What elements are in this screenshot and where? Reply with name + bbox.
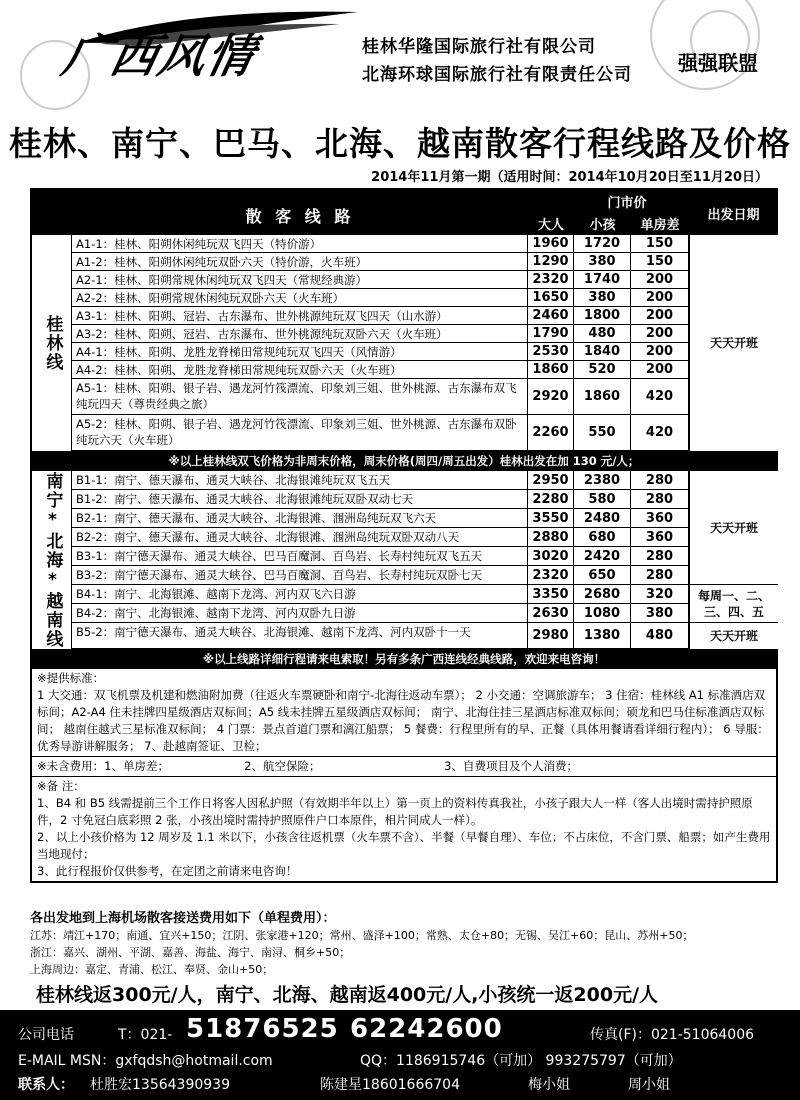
adult-price-cell: 2920 [528, 379, 574, 414]
depart-daily: 天天开班 [689, 235, 778, 451]
route-cell: A3-2：桂林、阳朔、冠岩、古东瀑布、世外桃源纯玩双卧六天（火车班） [72, 325, 528, 342]
adult-price-cell: 3550 [528, 509, 574, 527]
adult-price-cell: 1290 [528, 253, 574, 270]
excluded-title: ※未含费用： [37, 759, 105, 773]
single-room-cell: 360 [631, 528, 689, 546]
table-row [72, 271, 778, 289]
route-cell: A1-1：桂林、阳朔休闲纯玩双飞四天（特价游） [72, 235, 528, 252]
adult-price-cell: 2880 [528, 528, 574, 546]
single-room-cell: 320 [631, 585, 689, 603]
child-price-cell: 520 [574, 361, 631, 378]
pickup-line: 上海周边：嘉定、青浦、松江、奉贤、金山+50； [30, 963, 274, 976]
contact-label: 联系人： [18, 1077, 74, 1093]
single-room-cell: 200 [631, 361, 689, 378]
excluded-item: 1、单房差； [104, 759, 169, 773]
footer-contact [0, 1010, 800, 1100]
table-row [72, 585, 778, 604]
table-row [72, 307, 778, 325]
remark-item: 2、以上小孩价格为 12 周岁及 1.1 米以下，小孩含往返机票（火车票不含）、半餐（早餐自理）、车位；不占床位，不含门票、船票；如产生费用当地现付； [37, 830, 771, 861]
contact-person: 梅小姐 [528, 1077, 570, 1093]
pickup-fees [30, 910, 780, 978]
contact-person: 陈建星18601666704 [320, 1077, 460, 1093]
table-row [72, 325, 778, 343]
remark-item: 3、此行程报价仅供参考，在定团之前请来电咨询！ [37, 864, 298, 878]
adult-price-cell: 2320 [528, 566, 574, 584]
excluded-block [32, 756, 776, 776]
child-price-cell: 380 [574, 253, 631, 270]
table-row [72, 604, 778, 623]
depart-daily: 天天开班 [689, 471, 778, 584]
route-cell: A2-2：桂林、阳朔常规休闲纯玩双卧六天（火车班） [72, 289, 528, 306]
table-row [72, 379, 778, 415]
route-cell: B1-1：南宁、德天瀑布、通灵大峡谷、北海银滩纯玩双飞五天 [72, 471, 528, 489]
brand-logo: 广西风情 [57, 29, 262, 83]
single-room-cell: 200 [631, 343, 689, 360]
single-room-cell: 480 [631, 623, 689, 648]
route-cell: A1-2：桂林、阳朔休闲纯玩双卧六天（特价游，火车班） [72, 253, 528, 270]
excluded-item: 3、自费项目及个人消费； [444, 759, 578, 773]
guilin-section-label: 桂林线 [32, 235, 72, 451]
contact-person: 周小姐 [628, 1077, 670, 1093]
adult-price-cell: 2280 [528, 490, 574, 508]
child-price-cell: 2420 [574, 547, 631, 565]
child-price-cell: 1840 [574, 343, 631, 360]
child-price-cell: 2380 [574, 471, 631, 489]
header-adult: 大人 [537, 218, 564, 233]
header-child: 小孩 [589, 218, 616, 233]
adult-price-cell: 1860 [528, 361, 574, 378]
header-depart: 出发日期 [707, 208, 760, 223]
child-price-cell: 580 [574, 490, 631, 508]
child-price-cell: 1080 [574, 604, 631, 622]
child-price-cell: 1720 [574, 235, 631, 252]
fax-number: 传真(F)：021-51064006 [590, 1027, 755, 1043]
adult-price-cell: 3350 [528, 585, 574, 603]
child-price-cell: 550 [574, 415, 631, 450]
table-row [72, 471, 778, 490]
route-cell: A3-1：桂林、阳朔、冠岩、古东瀑布、世外桃源纯玩双飞四天（山水游） [72, 307, 528, 324]
child-price-cell: 1380 [574, 623, 631, 648]
standards-title: ※提供标准： [37, 671, 105, 685]
adult-price-cell: 2950 [528, 471, 574, 489]
adult-price-cell: 1960 [528, 235, 574, 252]
table-row [72, 547, 778, 566]
single-room-cell: 420 [631, 379, 689, 414]
route-cell: A5-1：桂林、阳朔、银子岩、遇龙河竹筏漂流、印象刘三姐、世外桃源、古东瀑布双飞纯玩四天（尊贵经典之旅） [72, 379, 528, 414]
phone-label: 公司电话 [18, 1027, 74, 1043]
table-row [72, 343, 778, 361]
excluded-item: 2、航空保险； [244, 759, 321, 773]
adult-price-cell: 3020 [528, 547, 574, 565]
pickup-title: 各出发地到上海机场散客接送费用如下（单程费用）： [30, 911, 336, 926]
single-room-cell: 200 [631, 325, 689, 342]
adult-price-cell: 1790 [528, 325, 574, 342]
email-address[interactable]: E-MAIL MSN：gxfqdsh@hotmail.com [18, 1053, 273, 1069]
table-row [72, 361, 778, 379]
adult-price-cell: 1650 [528, 289, 574, 306]
guilin-rows [72, 235, 778, 451]
child-price-cell: 1860 [574, 379, 631, 414]
child-price-cell: 1740 [574, 271, 631, 288]
issue-period: 2014年11月第一期（适用时间：2014年10月20日至11月20日） [371, 170, 768, 185]
child-price-cell: 380 [574, 289, 631, 306]
route-cell: B3-2：南宁德天瀑布、通灵大峡谷、巴马百魔洞、百鸟岩、长寿村纯玩双卧七天 [72, 566, 528, 584]
remarks-title: ※备 注： [37, 779, 85, 793]
alliance-slogan: 强强联盟 [678, 51, 758, 75]
single-room-cell: 200 [631, 271, 689, 288]
contact-person: 杜胜宏13564390939 [90, 1077, 230, 1093]
child-price-cell: 1800 [574, 307, 631, 324]
standards-block [32, 668, 776, 756]
route-cell: A4-2：桂林、阳朔、龙胜龙脊梯田常规纯玩双卧六天（火车班） [72, 361, 528, 378]
route-cell: B3-1：南宁德天瀑布、通灵大峡谷、巴马百魔洞、百鸟岩、长寿村纯玩双飞五天 [72, 547, 528, 565]
pickup-line: 浙江：嘉兴、湖州、平湖、嘉善、海盐、海宁、南浔、桐乡+50； [30, 946, 351, 959]
remarks-block [32, 776, 776, 881]
pickup-line: 江苏：靖江+170；南通、宜兴+150；江阴、张家港+120；常州、盛泽+100；常熟、太仓+80；无锡、吴江+60；昆山、苏州+50； [30, 929, 694, 942]
adult-price-cell: 2460 [528, 307, 574, 324]
weekend-note: ※以上桂林线双飞价格为非周末价格，周末价格(周四/周五出发）桂林出发在加 130 元/人； [32, 451, 776, 470]
single-room-cell: 360 [631, 509, 689, 527]
single-room-cell: 280 [631, 566, 689, 584]
header-single: 单房差 [640, 218, 680, 233]
remark-item: 1、B4 和 B5 线需提前三个工作日将客人因私护照（有效期半年以上）第一页上的资料传真我社，小孩子跟大人一样（客人出境时需持护照原件，2 寸免冠白底彩照 2 张，小孩出境时需持护照原件户口本原件，相片同成人一样）。 [37, 796, 753, 827]
route-cell: B1-2：南宁、德天瀑布、通灵大峡谷、北海银滩纯玩双卧双动七天 [72, 490, 528, 508]
nanning-rows [72, 471, 778, 649]
page-title: 桂林、南宁、巴马、北海、越南散客行程线路及价格 [9, 124, 791, 163]
nanning-section [32, 470, 776, 649]
adult-price-cell: 2630 [528, 604, 574, 622]
route-cell: A2-1：桂林、阳朔常规休闲纯玩双飞四天（常规经典游） [72, 271, 528, 288]
route-cell: B2-2：南宁、德天瀑布、通灵大峡谷、北海银滩、涠洲岛纯玩双卧双动八天 [72, 528, 528, 546]
header [0, 0, 800, 112]
refund-banner: 桂林线返300元/人，南宁、北海、越南返400元/人,小孩统一返200元/人 [36, 984, 659, 1006]
table-row [72, 235, 778, 253]
table-row [72, 289, 778, 307]
single-room-cell: 200 [631, 289, 689, 306]
header-route: 散 客 线 路 [245, 207, 355, 226]
adult-price-cell: 2320 [528, 271, 574, 288]
single-room-cell: 280 [631, 547, 689, 565]
table-row [72, 509, 778, 528]
table-row [72, 528, 778, 547]
table-row [72, 566, 778, 585]
child-price-cell: 480 [574, 325, 631, 342]
route-cell: B5-2：南宁德天瀑布、通灵大峡谷、北海银滩、越南下龙湾、河内双卧十一天 [72, 623, 528, 648]
table-row [72, 490, 778, 509]
company-name-2: 北海环球国际旅行社有限责任公司 [362, 65, 632, 85]
table-header [32, 190, 776, 234]
header-price: 门市价 [607, 196, 647, 211]
route-cell: A4-1：桂林、阳朔、龙胜龙脊梯田常规纯玩双飞四天（风情游） [72, 343, 528, 360]
single-room-cell: 200 [631, 307, 689, 324]
single-room-cell: 150 [631, 253, 689, 270]
child-price-cell: 2680 [574, 585, 631, 603]
guilin-section [32, 234, 776, 451]
single-room-cell: 420 [631, 415, 689, 450]
table-row [72, 623, 778, 649]
price-table [30, 188, 778, 883]
single-room-cell: 280 [631, 490, 689, 508]
depart-weekday: 每周一、二、三、四、五 [689, 585, 778, 622]
route-cell: B4-2：南宁、北海银滩、越南下龙湾、河内双卧九日游 [72, 604, 528, 622]
standards-text: 1 大交通：双飞机票及机建和燃油附加费（往返火车票硬卧和南宁-北海往返动车票）； 2 小交通：空调旅游车； 3 住宿：桂林线 A1 标准酒店双标间；A2-A4 住未挂牌四星级酒店双标间；A5 线未挂牌五星级酒店双标间； 南宁、北海住挂三星酒店标准双标间；硕龙和巴马住标准酒店双标间； 越南住越式三星标准双标间； 4 门票：景点首道门票和漓江船票； 5 餐费：行程里所有的早、正餐（具体用餐请看详细行程内）； 6 导服：优秀导游讲解服务； 7、赴越南签证、卫检； [37, 688, 769, 753]
company-name-1: 桂林华隆国际旅行社有限公司 [362, 37, 596, 57]
route-cell: B4-1：南宁、北海银滩、越南下龙湾、河内双飞六日游 [72, 585, 528, 603]
route-cell: B2-1：南宁、德天瀑布、通灵大峡谷、北海银滩、涠洲岛纯玩双飞六天 [72, 509, 528, 527]
nanning-section-label: 南宁*北海*越南线 [32, 471, 72, 649]
child-price-cell: 650 [574, 566, 631, 584]
table-row [72, 253, 778, 271]
adult-price-cell: 2260 [528, 415, 574, 450]
phone-prefix: T：021- [118, 1027, 173, 1043]
table-row [72, 415, 778, 451]
phone-number-2[interactable]: 62242600 [350, 1014, 503, 1044]
phone-number-1[interactable]: 51876525 [186, 1014, 339, 1044]
adult-price-cell: 2980 [528, 623, 574, 648]
inquiry-note: ※以上线路详细行程请来电索取！另有多条广西连线经典线路，欢迎来电咨询！ [32, 649, 776, 668]
single-room-cell: 380 [631, 604, 689, 622]
route-cell: A5-2：桂林、阳朔、银子岩、遇龙河竹筏漂流、印象刘三姐、世外桃源、古东瀑布双卧纯玩六天（火车班） [72, 415, 528, 450]
qq-numbers: QQ：1186915746（可加） 993275797（可加） [360, 1053, 682, 1069]
child-price-cell: 2480 [574, 509, 631, 527]
single-room-cell: 150 [631, 235, 689, 252]
adult-price-cell: 2530 [528, 343, 574, 360]
depart-daily: 天天开班 [689, 623, 778, 649]
single-room-cell: 280 [631, 471, 689, 489]
child-price-cell: 680 [574, 528, 631, 546]
